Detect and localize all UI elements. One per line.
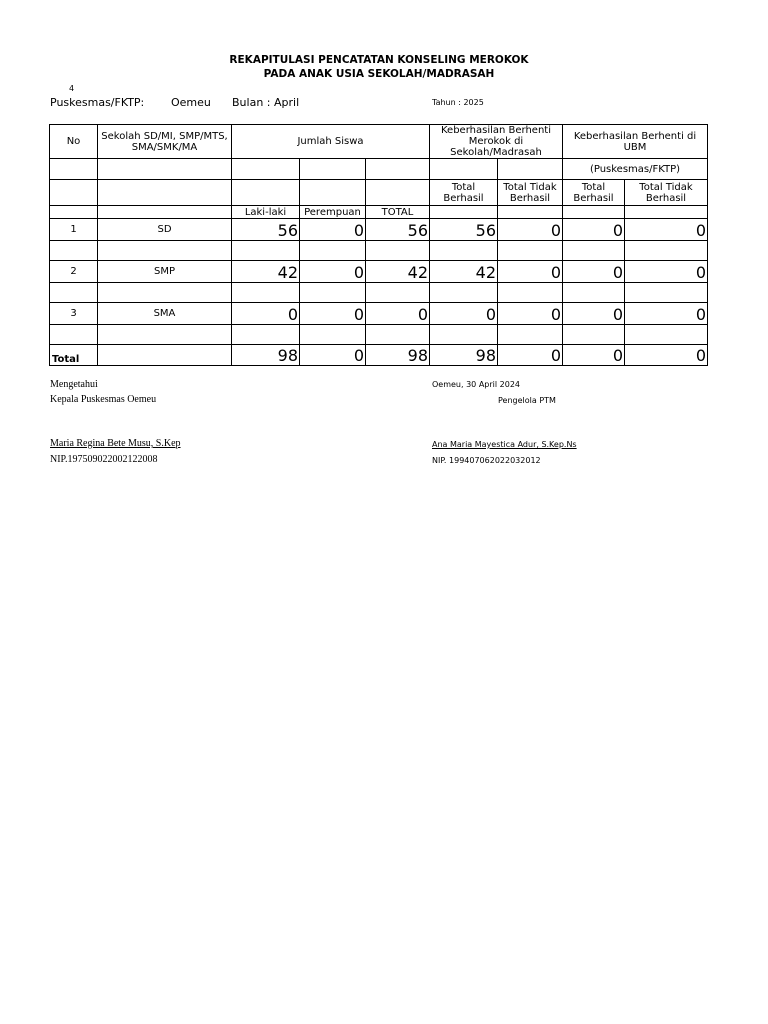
total-row <box>50 345 708 366</box>
row-ubm-tidak-berhasil: 0 <box>625 261 708 283</box>
empty-cell <box>366 283 430 303</box>
empty-cell <box>366 159 430 180</box>
total-laki: 98 <box>232 345 300 366</box>
empty-cell <box>498 325 563 345</box>
empty-cell <box>430 241 498 261</box>
title-line-2: PADA ANAK USIA SEKOLAH/MADRASAH <box>263 68 495 80</box>
row-perempuan: 0 <box>300 219 366 241</box>
empty-cell <box>232 159 300 180</box>
empty-cell <box>430 206 498 219</box>
row-berhasil: 56 <box>430 219 498 241</box>
row-laki: 56 <box>232 219 300 241</box>
empty-cell <box>98 206 232 219</box>
empty-cell <box>625 206 708 219</box>
table-row <box>50 303 708 325</box>
puskesmas-label: Puskesmas/FKTP: <box>50 96 145 109</box>
empty-cell <box>98 159 232 180</box>
page-mark: 4 <box>69 84 75 93</box>
header-laki-laki: Laki-laki <box>232 206 300 219</box>
row-tidak-berhasil: 0 <box>498 219 563 241</box>
empty-cell <box>50 206 98 219</box>
table-row <box>50 261 708 283</box>
empty-cell <box>498 283 563 303</box>
nama-pengelola: Ana Maria Mayestica Adur, S.Kep.Ns <box>432 440 577 449</box>
row-ubm-berhasil: 0 <box>563 261 625 283</box>
total-perempuan: 0 <box>300 345 366 366</box>
header-keberhasilan-sekolah: Keberhasilan Berhenti Merokok di Sekolah/Madrasah <box>430 125 563 159</box>
row-laki: 42 <box>232 261 300 283</box>
header-total: TOTAL <box>366 206 430 219</box>
title-line-1: REKAPITULASI PENCATATAN KONSELING MEROKOK <box>229 54 529 66</box>
table-row <box>50 219 708 241</box>
empty-cell <box>98 241 232 261</box>
empty-cell <box>50 159 98 180</box>
empty-cell <box>430 325 498 345</box>
row-berhasil: 0 <box>430 303 498 325</box>
row-no: 2 <box>50 261 98 283</box>
empty-cell <box>430 159 498 180</box>
empty-cell <box>498 206 563 219</box>
empty-cell <box>625 283 708 303</box>
empty-cell <box>50 241 98 261</box>
mengetahui-label: Mengetahui <box>50 379 98 390</box>
nip-kepala: NIP.197509022002122008 <box>50 454 158 465</box>
total-ubm-tidak-berhasil: 0 <box>625 345 708 366</box>
empty-cell <box>300 325 366 345</box>
puskesmas-value: Oemeu <box>171 96 211 109</box>
empty-cell <box>366 180 430 206</box>
total-total: 98 <box>366 345 430 366</box>
rekap-table <box>49 124 708 366</box>
empty-cell <box>430 283 498 303</box>
header-ubm-total-berhasil: Total Berhasil <box>563 180 625 206</box>
row-perempuan: 0 <box>300 261 366 283</box>
bulan-label: Bulan : April <box>232 96 300 109</box>
empty-cell <box>50 283 98 303</box>
total-tidak-berhasil: 0 <box>498 345 563 366</box>
nip-pengelola: NIP. 199407062022032012 <box>432 456 541 465</box>
header-perempuan: Perempuan <box>300 206 366 219</box>
header-total-berhasil: Total Berhasil <box>430 180 498 206</box>
row-ubm-tidak-berhasil: 0 <box>625 219 708 241</box>
empty-cell <box>50 325 98 345</box>
header-sekolah: Sekolah SD/MI, SMP/MTS, SMA/SMK/MA <box>98 125 232 159</box>
row-ubm-berhasil: 0 <box>563 303 625 325</box>
row-ubm-tidak-berhasil: 0 <box>625 303 708 325</box>
kepala-label: Kepala Puskesmas Oemeu <box>50 394 157 405</box>
empty-cell <box>98 180 232 206</box>
empty-cell <box>98 325 232 345</box>
empty-cell <box>232 283 300 303</box>
row-no: 1 <box>50 219 98 241</box>
nama-kepala: Maria Regina Bete Musu, S.Kep <box>50 438 181 449</box>
header-no: No <box>50 125 98 159</box>
empty-cell <box>300 241 366 261</box>
header-puskesmas-fktp: (Puskesmas/FKTP) <box>563 159 708 180</box>
row-laki: 0 <box>232 303 300 325</box>
tahun-label: Tahun : 2025 <box>432 98 484 107</box>
row-sekolah: SD <box>98 219 232 241</box>
row-total: 0 <box>366 303 430 325</box>
empty-cell <box>498 159 563 180</box>
header-total-tidak-berhasil: Total Tidak Berhasil <box>498 180 563 206</box>
row-tidak-berhasil: 0 <box>498 261 563 283</box>
header-jumlah-siswa: Jumlah Siswa <box>232 125 430 159</box>
row-total: 56 <box>366 219 430 241</box>
row-total: 42 <box>366 261 430 283</box>
total-label: Total <box>50 345 98 366</box>
empty-cell <box>563 206 625 219</box>
empty-cell <box>232 180 300 206</box>
tempat-tanggal: Oemeu, 30 April 2024 <box>432 380 520 389</box>
empty-cell <box>300 283 366 303</box>
row-perempuan: 0 <box>300 303 366 325</box>
empty-cell <box>498 241 563 261</box>
empty-cell <box>50 180 98 206</box>
empty-cell <box>300 180 366 206</box>
row-sekolah: SMP <box>98 261 232 283</box>
row-ubm-berhasil: 0 <box>563 219 625 241</box>
empty-cell <box>366 241 430 261</box>
total-ubm-berhasil: 0 <box>563 345 625 366</box>
row-sekolah: SMA <box>98 303 232 325</box>
row-tidak-berhasil: 0 <box>498 303 563 325</box>
row-berhasil: 42 <box>430 261 498 283</box>
empty-cell <box>563 283 625 303</box>
empty-cell <box>98 283 232 303</box>
empty-cell <box>563 241 625 261</box>
pengelola-label: Pengelola PTM <box>498 396 556 405</box>
empty-cell <box>232 241 300 261</box>
empty-cell <box>366 325 430 345</box>
header-keberhasilan-ubm: Keberhasilan Berhenti di UBM <box>563 125 708 159</box>
empty-cell <box>625 241 708 261</box>
empty-cell <box>563 325 625 345</box>
empty-cell <box>625 325 708 345</box>
header-ubm-total-tidak-berhasil: Total Tidak Berhasil <box>625 180 708 206</box>
total-berhasil: 98 <box>430 345 498 366</box>
empty-cell <box>232 325 300 345</box>
empty-cell <box>98 345 232 366</box>
empty-cell <box>300 159 366 180</box>
row-no: 3 <box>50 303 98 325</box>
